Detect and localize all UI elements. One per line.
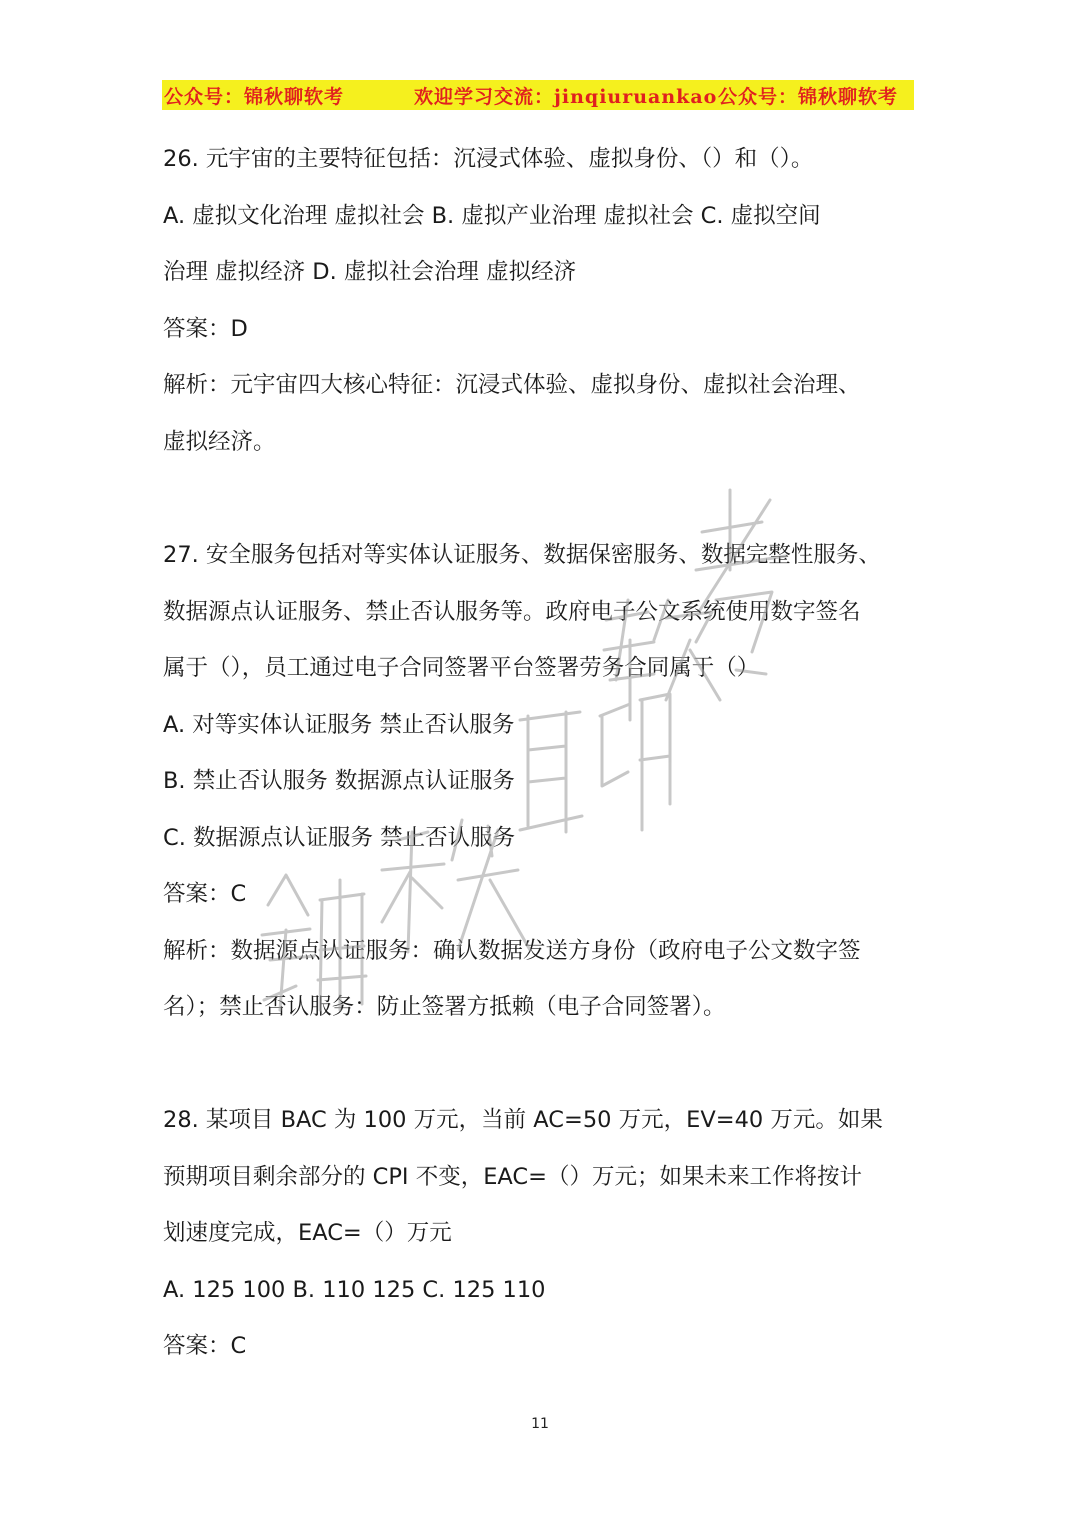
q26-options-1: A. 虚拟文化治理 虚拟社会 B. 虚拟产业治理 虚拟社会 C. 虚拟空间 [163, 202, 821, 229]
q28-answer: 答案：C [163, 1333, 247, 1359]
q28-stem-2: 预期项目剩余部分的 CPI 不变，EAC=（）万元；如果未来工作将按计 [163, 1163, 862, 1190]
q26-stem: 26. 元宇宙的主要特征包括：沉浸式体验、虚拟身份、（）和（）。 [163, 146, 814, 172]
q27-option-b: B. 禁止否认服务 数据源点认证服务 [163, 768, 515, 794]
q26-answer: 答案：D [163, 315, 248, 342]
q27-option-a: A. 对等实体认证服务 禁止否认服务 [163, 711, 515, 738]
header-middle: 欢迎学习交流：jinqiuruankao [414, 85, 718, 108]
header-left: 公众号：锦秋聊软考 [164, 85, 345, 108]
q26-options-2: 治理 虚拟经济 D. 虚拟社会治理 虚拟经济 [163, 259, 577, 285]
question-27 [163, 527, 923, 1036]
q27-option-c: C. 数据源点认证服务 禁止否认服务 [163, 824, 516, 851]
page-number: 11 [531, 1416, 549, 1432]
question-26 [163, 131, 923, 470]
q27-explanation-1: 解析：数据源点认证服务：确认数据发送方身份（政府电子公文数字签 [163, 937, 861, 964]
header-banner [162, 80, 914, 110]
q27-stem-2: 数据源点认证服务、禁止否认服务等。政府电子公文系统使用数字签名 [163, 598, 861, 625]
q26-explanation-1: 解析：元宇宙四大核心特征：沉浸式体验、虚拟身份、虚拟社会治理、 [163, 372, 861, 398]
q27-explanation-2: 名）；禁止否认服务：防止签署方抵赖（电子合同签署）。 [163, 994, 726, 1020]
q27-answer: 答案：C [163, 881, 247, 907]
q27-stem-1: 27. 安全服务包括对等实体认证服务、数据保密服务、数据完整性服务、 [163, 542, 881, 568]
question-28 [163, 1092, 923, 1375]
q26-explanation-2: 虚拟经济。 [163, 428, 276, 455]
q28-stem-1: 28. 某项目 BAC 为 100 万元，当前 AC=50 万元，EV=40 万元。如果 [163, 1107, 883, 1133]
header-right: 公众号：锦秋聊软考 [718, 85, 899, 108]
q27-stem-3: 属于（），员工通过电子合同签署平台签署劳务合同属于（） [163, 655, 760, 681]
q28-options: A. 125 100 B. 110 125 C. 125 110 [163, 1276, 546, 1303]
q28-stem-3: 划速度完成，EAC=（）万元 [163, 1220, 452, 1246]
